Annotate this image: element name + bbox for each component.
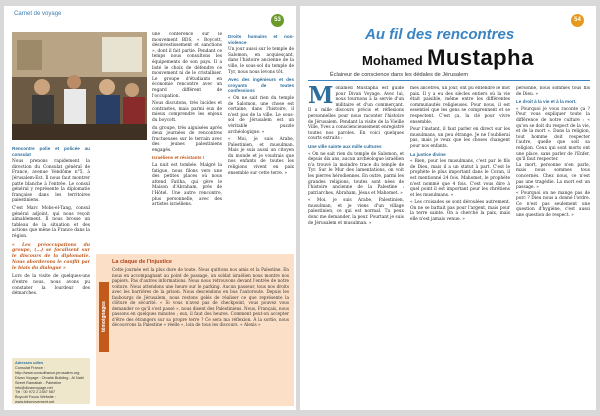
address-line: info@divanvoyage.net [15,385,53,390]
paragraph: personne, nous sommes tous fils de Dieu. » [516,86,590,97]
useful-addresses-box [12,358,90,404]
paragraph: « On ne sait rien du temple de Salomon, une chose est certaine, dans l'histoire, il n'est pas de la ville. Le sous-sol de Jérusalem est un véritable puzzle archéologique. » [228,95,294,135]
testimony-box [96,254,294,406]
photo-illustration [12,32,147,140]
paragraph: mes ancêtres, un jour, ont pu entendre le mot paix. Il y a eu des siècles entiers où la vie était paisible, même entre les différentes communautés religieuses. Pour nous, il est essentiel que les gens se comprennent et se respectent. C'est ça, la clé pour vivre ensemble. [410,86,510,125]
running-head: Carnet de voyage [14,11,62,17]
paragraph: « Bien, pour les musulmans, c'est par le fils de Dieu, mais il a un statut à part. C'est le prophète le plus important dans le Coran, il est mentionné 24 fois. Mahomet, le prophète n'est nommé que 4 fois. C'est vous dire à quel point il est important pour les chrétiens et les musulmans. » [410,159,510,198]
column-1 [308,86,404,404]
column-2 [410,86,510,404]
pull-quote: « Les préoccupations du groupe, (...) se focalisent sur le discours de la diplomatie. Nous aborderons le conflit par le biais du dialogue » [12,242,90,271]
paragraph: « Les croisades se sont déroulées autrement. On ne se battait pas pour l'argent, mais pour la terre sainte. On a cherché la paix, mais elle n'est jamais venue. » [410,200,510,223]
address-box-title: Adresses utiles [15,361,44,365]
divider [308,80,590,81]
address-line: Tél : 00 972 2 2387 587 [15,390,56,395]
paragraph: Nous prenons rapidement la direction du Consulat général de France, avenue Vendôme n°5, à Jérusalem-Est. Il nous faut montrer patte blanche à l'entrée. Le consul général y représente la diplomatie française dans les territoires palestiniens. [12,159,90,204]
group-photo [12,32,147,140]
section-heading: Droits humains et non-violence [228,34,294,45]
paragraph: La mort, personne n'en parle, mais nous sommes tous concernés. Chez nous, ce n'est pas une tragédie. La mort est un passage. » [516,162,590,191]
paragraph: Pour l'instant, il faut parler en direct sur les musulmans, un peu étrange. Je ne l'oublierai pas, mais je veux que les choses changent pour nos enfants. [410,127,510,149]
testimony-tab: témoignages [99,282,109,352]
address-line: Divan Voyage : Omahk Building - Al Nabi Street Ramallah - Palestine [15,375,84,385]
column-3 [516,86,590,404]
paragraph: Nous discutons, très lucides et contrastes, mais parmi eux de mieux comprendre les enjeux du boycott. [152,101,222,123]
paragraph: « Pourquoi je vous raconte ça ? Pour vous expliquer toute la différence de notre culture : « qu'on se doit du respect de la vie, et de la mort ». Dans la religion, tout homme doit respecter l'autre, quelle que soit sa religion. Ceux qui sont morts ont une place, sans parler de l'Enfer, qu'il faut respecter. [516,106,590,163]
subtitle: Éclaireur de conscience dans les dédales de Jérusalem [330,72,469,78]
article-name [362,45,534,71]
section-heading: La justice divine [410,151,446,157]
paragraph: Un jour aussi sur le temple de Salomon, en acquiesçant, dans l'histoire ancienne de la ville, le sous-sol du temple de Tyr, nous nous levons tôt. [228,47,294,75]
right-page [300,6,596,410]
paragraph: La nuit est tombée. Malgré la fatigue, nous filons vers une des petites places où nous attend Fatiha, qui gère le Maison d'Abraham, près de l'Hôtel. Une autre rencontre, plus personnelle, avec des artistes israéliens. [152,163,222,208]
last-name: Mustapha [427,45,534,70]
paragraph: « Moi, je suis Arabe, Palestinien, et musulman. Mais je suis aussi un citoyen du monde et je voudrais que nos enfants de toutes les religions vivent en paix ensemble sur cette terre. » [228,137,294,176]
first-name: Mohamed [362,53,423,68]
paragraph: une conférence sur le mouvement BDS, « Boycott, désinvestissement et sanctions », dont il fait partie. Pendant ce temps nous consultons les équipements de son pays. Il a listé le choix de défendre ce mouvement ni de le cristalliser. Le groupe d'étudiants en économie rencontre avec un regard différent de l'occupation. [152,32,222,99]
page-number: 53 [271,14,284,27]
column-2 [152,32,222,250]
testimony-title: La claque de l'injustice [112,259,172,265]
paragraph: « Moi, je suis Arabe, Palestinien, musulman, et je viens d'un village palestinien, ce qui est normal. Tu peux donc me demander, la peur. Pourtant je suis de Jérusalem et musulman. » [308,198,404,226]
drop-cap: M [308,86,334,109]
section-heading: Avec des ingénieurs et des croyants de toutes confessions [228,77,294,94]
column-1 [12,144,90,354]
left-page [4,6,296,410]
paragraph: du groupe, très aiguisées après deux journées de rencontres fructueuses sur le terrain avec des jeunes palestiniens engagés. [152,125,222,153]
section-heading: Israéliens et résistants ! [152,155,205,161]
address-line: Consulat France : http://www.consulfrance-jerusalem.org [15,365,80,375]
address-line: Boycott Focus Website : www.bdsmovement.net [15,395,56,405]
section-heading: Rencontre polie et policée au consulat [12,146,90,157]
paragraph: C'est Marc Mobs-el-Tang, consul général adjoint, qui nous reçoit aimablement. Il nous brosse un tableau de la situation et des actions que mène la France dans la région. [12,205,90,239]
section-heading: Le droit à la vie et à la mort. [516,99,577,105]
paragraph: « Pourquoi on ne mange pas de porc ? Dieu nous a donné l'ordre. Ce n'est pas seulement une question d'hygiène, c'est aussi une question de respect. » [516,190,590,219]
testimony-text: Cette journée est la plus dure de toute. Nous quittons nos amis et la Palestine. En nous en accompagnant au point de passage, un soldat israélien nous montre nos papiers. Pas d'autres informations. Nous nous retrouvons devant l'entrée de notre voiture. Nous attendons une heure sur le parking. Aucun passeur, tous nos droits avec les barrières de la prison. Nous descendons en bus l'autoroute. Depuis les faubourgs de Jérusalem, nous restons gelés de réaliser ce que représente la clôture de sécurité. « Si vous n'avez pas de checkpoint, vous pouvez vous demander ce qu'il s'est passé », nous disent des Palestiniens. Nous, Français, nous passons en quelques minutes ; eux, il faut des heures. Comment peut-on accepter d'être des étrangers sur sa propre terre ? Ce sera ma réflexion. À la sortie, nous découvrons la Palestine « réelle », loin de tous les discours. « Alexis » [112,267,289,327]
paragraph: Lors de la visite de quelques-uns d'entre nous, nous avons pu constater la lourdeur des démarches. [12,274,90,297]
paragraph: ohamed Mustapha est guide pour Divan Voyage. Avec lui, nous tournons à la servie d'un militaire et d'un commerçant. Il a mille discours précis et réflexions personnelles pour nous raconter l'histoire de Jérusalem. Pendant la visite de la Vieille Ville, Yves a consciencieusement enregistré toutes nos paroles. En voici quelques courts extraits : [308,86,404,142]
paragraph: « On ne sait rien du temple de Salomon, et depuis dix ans, aucun archéologue israélien n'a trouvé la moindre trace du temple de Tyr. Sur le Mur des lamentations, on voit les pierres hérodiennes. En outre, parmi les grandes religions, toutes sont nées de l'histoire ancienne de la Palestine : patriarches, Abraham, Jésus et Mahomet. » [308,151,404,196]
section-heading: Une ville sainte aux mille cultures [308,143,382,149]
page-number: 54 [571,14,584,27]
column-3 [228,32,294,250]
section-title: Au fil des rencontres [365,26,515,43]
